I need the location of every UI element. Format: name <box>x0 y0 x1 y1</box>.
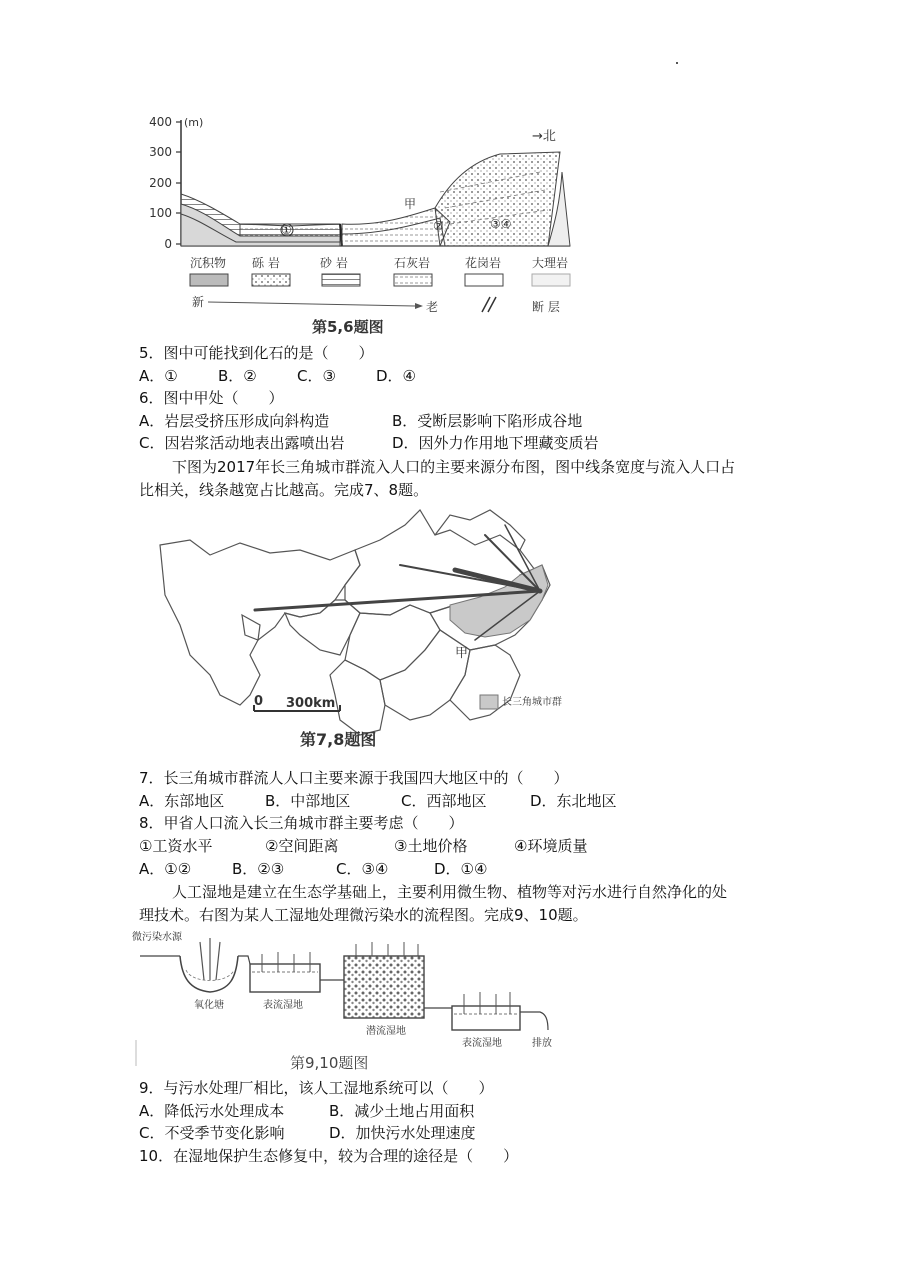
q6-option-c: C．因岩浆活动地表出露喷出岩 <box>139 434 345 452</box>
q5-option-a: A．① <box>139 367 178 385</box>
stage-3-label: 潜流湿地 <box>366 1026 406 1037</box>
q7-option-a: A．东部地区 <box>139 792 225 810</box>
y-tick-200: 200 <box>149 176 172 190</box>
q9-option-c: C．不受季节变化影响 <box>139 1124 285 1142</box>
marker-34: ③④ <box>490 217 512 231</box>
legend-label-limestone: 石灰岩 <box>394 256 431 270</box>
legend-label-marble: 大理岩 <box>532 256 569 270</box>
legend-label-conglomerate: 砾 岩 <box>252 256 280 270</box>
fault-label: 断 层 <box>532 300 560 314</box>
q8-factor-2: ②空间距离 <box>265 837 339 855</box>
q9-option-b: B．减少土地占用面积 <box>329 1102 475 1120</box>
stage-4-label: 表流湿地 <box>462 1038 502 1049</box>
q5-stem: 5．图中可能找到化石的是（ ） <box>139 344 374 362</box>
figure-migration-map <box>150 505 590 757</box>
marker-1: ① <box>281 223 292 237</box>
q9-option-a: A．降低污水处理成本 <box>139 1102 285 1120</box>
q8-option-c: C．③④ <box>336 860 389 878</box>
q10-stem: 10．在湿地保护生态修复中，较为合理的途径是（ ） <box>139 1147 519 1165</box>
y-tick-300: 300 <box>149 145 172 159</box>
figure-geologic-section <box>140 112 590 337</box>
legend-label-sandstone: 砂 岩 <box>320 256 348 270</box>
q6-option-d: D．因外力作用地下埋藏变质岩 <box>392 434 599 452</box>
q7-stem: 7．长三角城市群流人人口主要来源于我国四大地区中的（ ） <box>139 769 569 787</box>
scale-zero: 0 <box>254 694 264 709</box>
q6-stem: 6．图中甲处（ ） <box>139 389 284 407</box>
y-unit: (m) <box>184 116 204 129</box>
q8-option-d: D．①④ <box>434 860 488 878</box>
q8-factor-1: ①工资水平 <box>139 837 213 855</box>
marker-2: ② <box>433 219 444 233</box>
q7-option-c: C．西部地区 <box>401 792 487 810</box>
q5-option-b: B．② <box>218 367 257 385</box>
label-jia-2: 甲 <box>455 646 469 661</box>
age-new: 新 <box>192 295 205 309</box>
intro910-line1: 人工湿地是建立在生态学基础上，主要利用微生物、植物等对污水进行自然净化的处 <box>172 883 728 901</box>
stage-1-label: 氧化塘 <box>194 1000 224 1011</box>
q5-option-c: C．③ <box>297 367 336 385</box>
stray-dot <box>676 62 678 64</box>
figure1-caption: 第5,6题图 <box>312 318 384 336</box>
scale-distance: 300km <box>286 696 336 711</box>
figure3-caption: 第9,10题图 <box>290 1054 369 1072</box>
stage-2-label: 表流湿地 <box>263 1000 303 1011</box>
legend-label-granite: 花岗岩 <box>465 256 502 270</box>
q8-stem: 8．甲省人口流入长三角城市群主要考虑（ ） <box>139 814 464 832</box>
source-label <box>132 930 183 943</box>
q7-option-d: D．东北地区 <box>530 792 617 810</box>
intro910-line2: 理技术。右图为某人工湿地处理微污染水的流程图。完成9、10题。 <box>139 906 588 924</box>
q6-option-b: B．受断层影响下陷形成谷地 <box>392 412 583 430</box>
figure-wetland-flow <box>130 928 570 1074</box>
y-tick-0: 0 <box>164 237 172 251</box>
q9-option-d: D．加快污水处理速度 <box>329 1124 476 1142</box>
figure2-caption: 第7,8题图 <box>300 730 377 749</box>
north-arrow: →北 <box>532 129 556 144</box>
q8-option-b: B．②③ <box>232 860 285 878</box>
label-jia-1: 甲 <box>404 197 417 211</box>
source-label-text: 微污染水源 <box>132 932 182 943</box>
intro78-line2: 比相关，线条越宽占比越高。完成7、8题。 <box>139 481 429 499</box>
y-tick-100: 100 <box>149 206 172 220</box>
legend-label-sediment: 沉积物 <box>190 256 227 270</box>
outlet-label: 排放 <box>532 1038 552 1049</box>
q7-option-b: B．中部地区 <box>265 792 351 810</box>
age-old: 老 <box>426 300 439 314</box>
y-tick-400: 400 <box>149 115 172 129</box>
q8-option-a: A．①② <box>139 860 192 878</box>
intro78-line1: 下图为2017年长三角城市群流入人口的主要来源分布图，图中线条宽度与流入人口占 <box>172 458 736 476</box>
legend-yangtze-delta: 长三角城市群 <box>502 697 562 708</box>
q5-option-d: D．④ <box>376 367 416 385</box>
q9-stem: 9．与污水处理厂相比，该人工湿地系统可以（ ） <box>139 1079 494 1097</box>
q6-option-a: A．岩层受挤压形成向斜构造 <box>139 412 330 430</box>
q8-factor-3: ③土地价格 <box>394 837 468 855</box>
q8-factor-4: ④环境质量 <box>514 837 588 855</box>
